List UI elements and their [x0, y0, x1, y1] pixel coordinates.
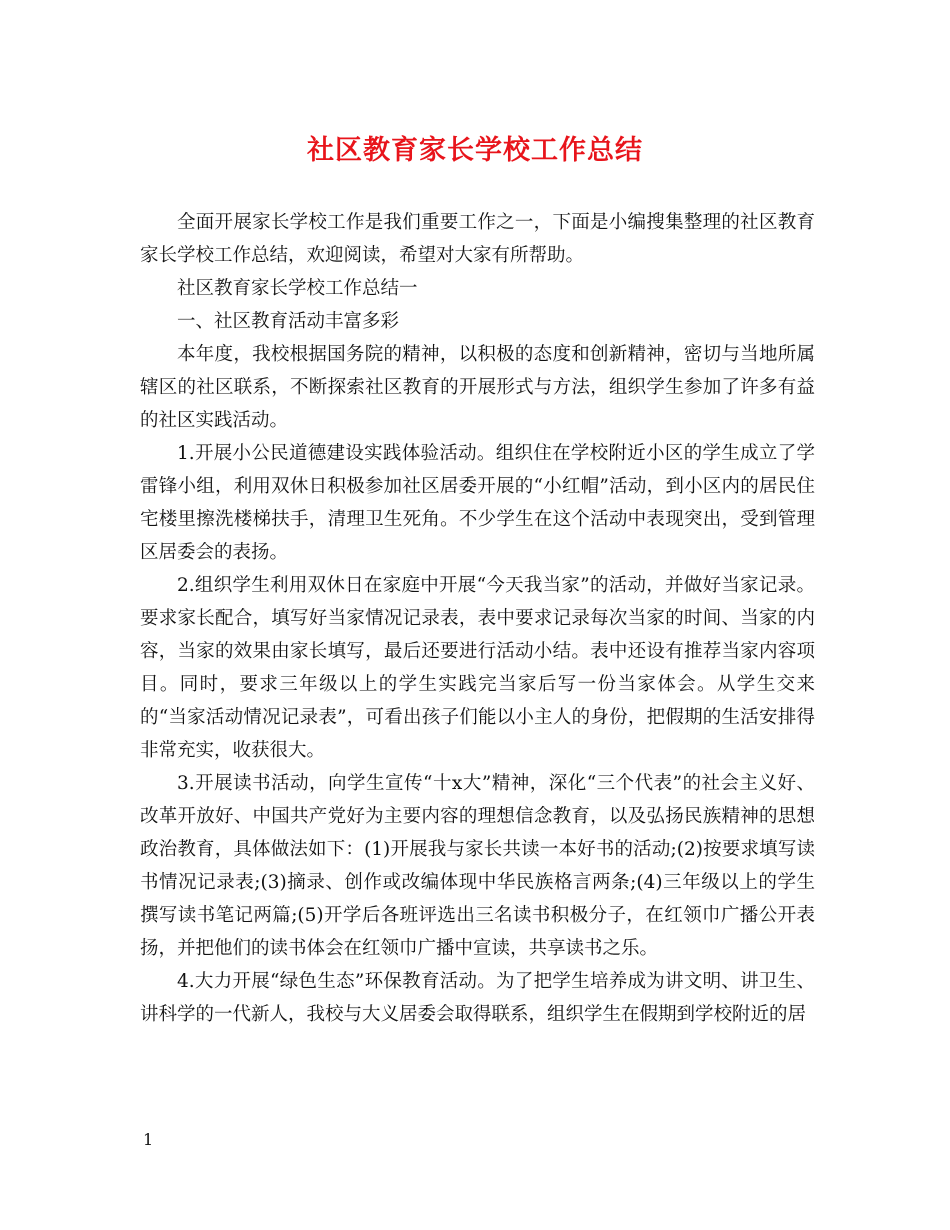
- paragraph-intro: 全面开展家长学校工作是我们重要工作之一，下面是小编搜集整理的社区教育家长学校工作总结，欢迎阅读，希望对大家有所帮助。: [140, 212, 815, 266]
- section-heading-activities: 一、社区教育活动丰富多彩: [177, 311, 400, 332]
- paragraph-item-4: 4.大力开展“绿色生态”环保教育活动。为了把学生培养成为讲文明、讲卫生、讲科学的一代新人，我校与大义居委会取得联系，组织学生在假期到学校附近的居: [140, 971, 815, 1025]
- paragraph-overview: 本年度，我校根据国务院的精神，以积极的态度和创新精神，密切与当地所属辖区的社区联系，不断探索社区教育的开展形式与方法，组织学生参加了许多有益的社区实践活动。: [140, 344, 815, 431]
- paragraph-item-3: 3.开展读书活动，向学生宣传“十x大”精神，深化“三个代表”的社会主义好、改革开放好、中国共产党好为主要内容的理想信念教育，以及弘扬民族精神的思想政治教育，具体做法如下：(1)开展我与家长共读一本好书的活动;(2)按要求填写读书情况记录表;(3)摘录、创作或改编体现中华民族格言两条;(4)三年级以上的学生撰写读书笔记两篇;(5)开学后各班评选出三名读书积极分子，在红领巾广播公开表扬，并把他们的读书体会在红领巾广播中宣读，共享读书之乐。: [140, 773, 815, 959]
- paragraph-item-2: 2.组织学生利用双休日在家庭中开展“今天我当家”的活动，并做好当家记录。要求家长配合，填写好当家情况记录表，表中要求记录每次当家的时间、当家的内容，当家的效果由家长填写，最后还要进行活动小结。表中还设有推荐当家内容项目。同时，要求三年级以上的学生实践完当家后写一份当家体会。从学生交来的“当家活动情况记录表”，可看出孩子们能以小主人的身份，把假期的生活安排得非常充实，收获很大。: [140, 575, 815, 761]
- paragraph-item-1: 1.开展小公民道德建设实践体验活动。组织住在学校附近小区的学生成立了学雷锋小组，利用双休日积极参加社区居委开展的“小红帽”活动，到小区内的居民住宅楼里擦洗楼梯扶手，清理卫生死角。不少学生在这个活动中表现突出，受到管理区居委会的表扬。: [140, 443, 815, 563]
- document-title: 社区教育家长学校工作总结: [307, 135, 643, 166]
- document-body: [140, 206, 815, 1031]
- page-number: 1: [143, 1130, 154, 1149]
- section-heading-summary-one: 社区教育家长学校工作总结一: [177, 278, 418, 299]
